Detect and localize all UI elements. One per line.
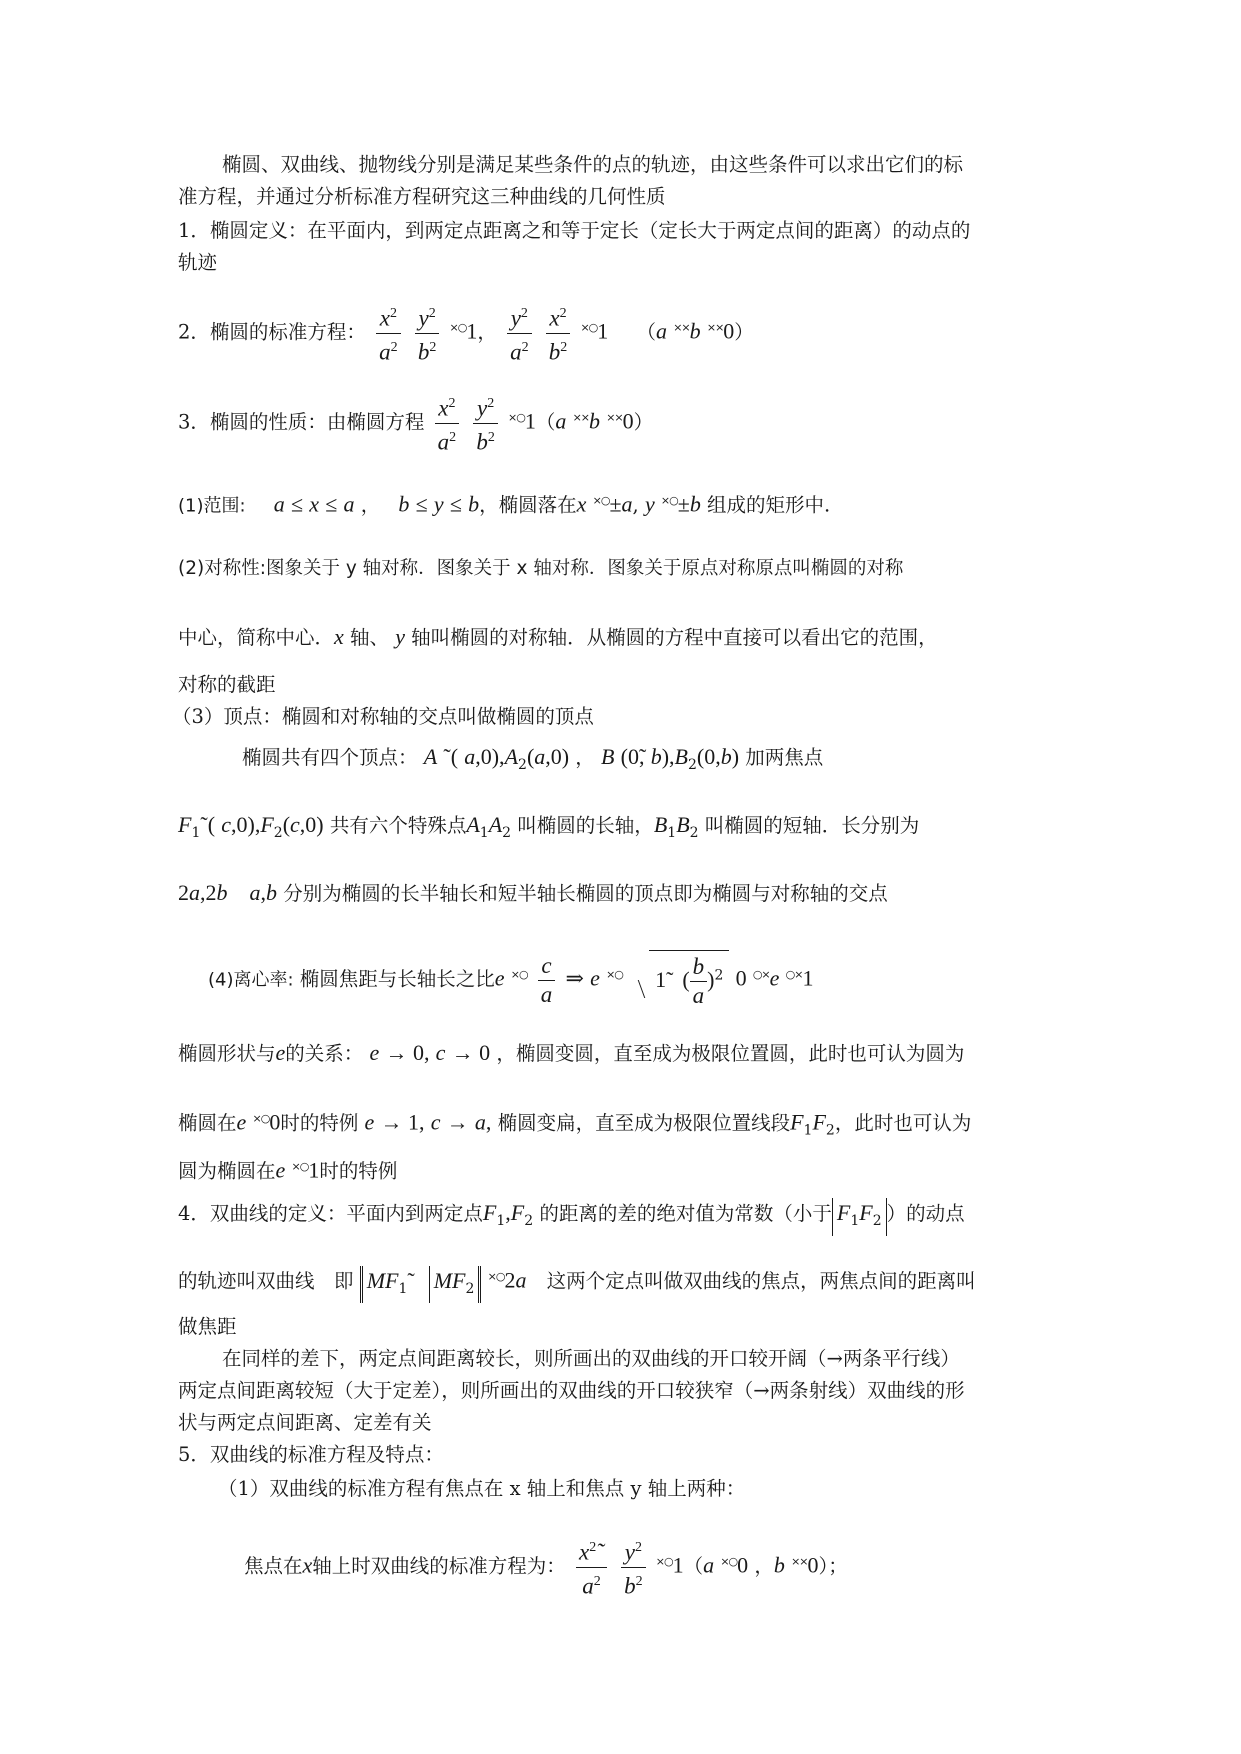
vertex-line-1: 椭圆共有四个顶点： A ˜( $a,0),A_2(a,0)$ ， B (0̃, $b),B_2(0,b)$ 加两焦点 xyxy=(242,744,824,773)
intro-line-2: 准方程，并通过分析标准方程研究这三种曲线的几何性质 xyxy=(178,185,666,208)
ellipse-definition-line-1: 1．椭圆定义：在平面内，到两定点距离之和等于定长（定长大于两定点间的距离）的动点的 xyxy=(178,219,971,242)
difference-line-2: 两定点间距离较短（大于定差），则所画出的双曲线的开口较狭窄（→两条射线）双曲线的形 xyxy=(178,1379,965,1402)
range-label: (1)范围: xyxy=(178,495,246,517)
hyperbola-definition-line-2: 的轨迹叫双曲线 即 $MF_1˜$ $MF_2$ ×○2a 这两个定点叫做双曲线的焦点，两焦点间的距离叫 xyxy=(178,1264,976,1303)
hyperbola-std-title: 5．双曲线的标准方程及特点： xyxy=(178,1443,444,1466)
fraction-c-a: $\frac{c}{a}$ xyxy=(538,952,556,1009)
fraction-y2-b2-props: $\frac{y^2}{b^2}$ xyxy=(473,390,498,456)
shape-line-3: 圆为椭圆在e ×○1时的特例 xyxy=(178,1157,398,1183)
symmetry-line-2: 中心，简称中心．x 轴、 y 轴叫椭圆的对称轴．从椭圆的方程中直接可以看出它的范围， xyxy=(178,624,938,649)
vertex-line-3: 2a,2b a,b 分别为椭圆的长半轴长和短半轴长椭圆的顶点即为椭圆与对称轴的交点 xyxy=(178,880,888,905)
range-line: (1)范围: a ≤ x ≤ a ， b ≤ y ≤ b，椭圆落在x ×○±a, y ×○±b 组成的矩形中. xyxy=(178,491,831,517)
hyperbola-definition-line-3: 做焦距 xyxy=(178,1315,237,1338)
fraction-y2-b2-hyp: $\frac{y^2}{b^2}$ xyxy=(621,1534,646,1600)
vertex-line-2: $F_1˜$( $c,0),F_2(c,0)$ 共有六个特殊点$A_1A_2$ 叫椭圆的长轴，$B_1B_2$ 叫椭圆的短轴．长分别为 xyxy=(178,812,920,841)
hyperbola-std-sub: （1）双曲线的标准方程有焦点在 x 轴上和焦点 y 轴上两种： xyxy=(218,1477,746,1500)
fraction-x2-a2: $\frac{x^2}{a^2}$ xyxy=(376,300,401,366)
shape-line-2: 椭圆在e ×○0时的特例 e → 1, c → a, 椭圆变扁，直至成为极限位置线段$F_1F_2$，此时也可认为 xyxy=(178,1109,972,1139)
symmetry-line-3: 对称的截距 xyxy=(178,673,276,696)
hyperbola-std-equation: 焦点在x轴上时双曲线的标准方程为： $\frac{x^2˜}{a^2}$ $\frac{y^2}{b^2}$ ×○1（a ×○0 ，b ××0）； xyxy=(244,1534,848,1600)
fraction-x2-b2: $\frac{x^2}{b^2}$ xyxy=(546,300,571,366)
hyperbola-definition-line-1: 4．双曲线的定义：平面内到两定点$F_1,F_2$ 的距离的差的绝对值为常数（小于 $F_1F_2$ ）的动点 xyxy=(178,1198,965,1236)
shape-line-1: 椭圆形状与e的关系： e → 0, c → 0 ，椭圆变圆，直至成为极限位置圆，此时也可认为圆为 xyxy=(178,1040,965,1065)
difference-line-1: 在同样的差下，两定点间距离较长，则所画出的双曲线的开口较开阔（→两条平行线） xyxy=(222,1347,960,1370)
ellipse-properties: 3．椭圆的性质：由椭圆方程 $\frac{x^2}{a^2}$ $\frac{y^2}{b^2}$ ×○1（a ××b ××0） xyxy=(178,390,653,456)
eccentricity-line: (4)离心率: 椭圆焦距与长轴长之比e ×○ $\frac{c}{a}$ ⇒ e ×○ 1̃ ( $\frac{b}{a}$ )$^2$ 0 ○×e ○×1 xyxy=(208,950,813,1010)
fraction-x2-a2-props: $\frac{x^2}{a^2}$ xyxy=(435,390,460,456)
sqrt-expression: 1̃ ( $\frac{b}{a}$ )$^2$ xyxy=(633,950,729,1010)
fraction-y2-a2: $\frac{y^2}{a^2}$ xyxy=(507,300,532,366)
props-label: 3．椭圆的性质：由椭圆方程 xyxy=(178,410,425,434)
intro-line-1: 椭圆、双曲线、抛物线分别是满足某些条件的点的轨迹，由这些条件可以求出它们的标 xyxy=(222,153,964,176)
difference-line-3: 状与两定点间距离、定差有关 xyxy=(178,1411,432,1434)
ellipse-standard-equation: 2．椭圆的标准方程： $\frac{x^2}{a^2}$ $\frac{y^2}{b^2}$ ×○1， $\frac{y^2}{a^2}$ $\frac{x^2}{b^2}$ ×○1 （a ××b ××0） xyxy=(178,300,754,366)
ellipse-definition-line-2: 轨迹 xyxy=(178,251,218,274)
symmetry-line-1: (2)对称性:图象关于 y 轴对称．图象关于 x 轴对称．图象关于原点对称原点叫椭圆的对称 xyxy=(178,558,904,579)
vertex-title: （3）顶点：椭圆和对称轴的交点叫做椭圆的顶点 xyxy=(172,705,594,728)
fraction-x2-a2-hyp: $\frac{x^2˜}{a^2}$ xyxy=(576,1534,607,1600)
std-eq-label: 2．椭圆的标准方程： xyxy=(178,320,366,344)
fraction-y2-b2: $\frac{y^2}{b^2}$ xyxy=(415,300,440,366)
